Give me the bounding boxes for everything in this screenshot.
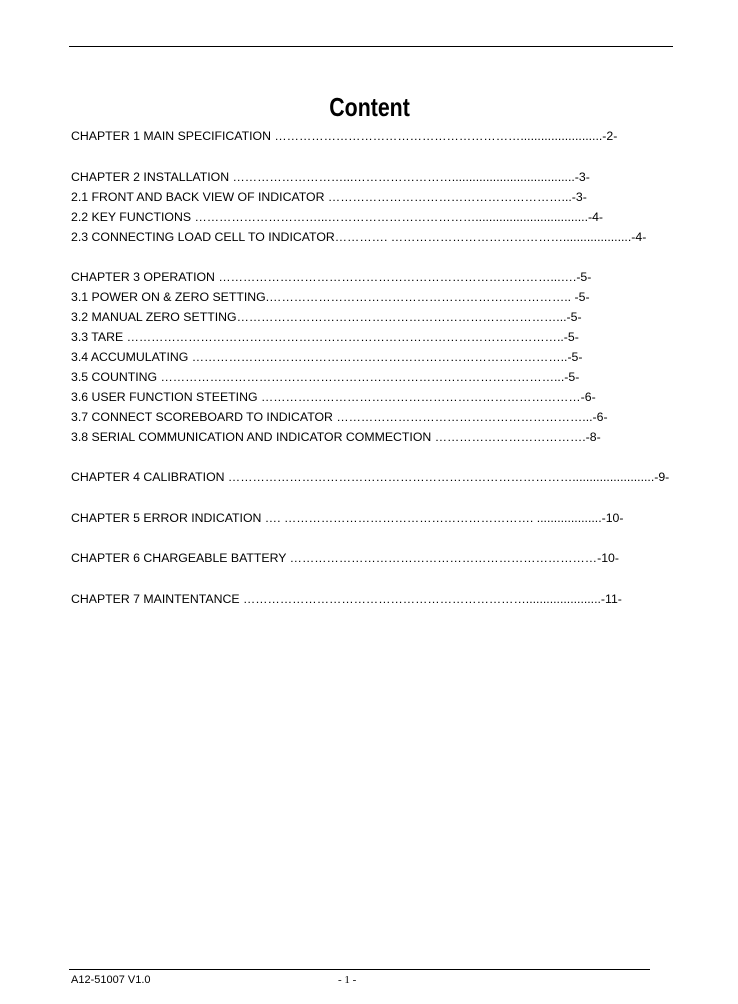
toc-entry-3-7[interactable]: 3.7 CONNECT SCOREBOARD TO INDICATOR ……………………………………………………...-6- — [71, 410, 608, 424]
toc-entry-chapter-1[interactable]: CHAPTER 1 MAIN SPECIFICATION ……………………………………………………........................-2- — [71, 129, 618, 143]
toc-entry-3-3[interactable]: 3.3 TARE ……………………………………………………………………………………………..-5- — [71, 330, 579, 344]
page-title: Content — [329, 92, 410, 122]
toc-entry-3-6[interactable]: 3.6 USER FUNCTION STEETING ……………………………………………………………………-6- — [71, 390, 596, 404]
toc-entry-chapter-6[interactable]: CHAPTER 6 CHARGEABLE BATTERY …………………………………………………………………-10- — [71, 551, 619, 565]
toc-entry-3-8[interactable]: 3.8 SERIAL COMMUNICATION AND INDICATOR COMMECTION ……………………………….-8- — [71, 430, 601, 444]
toc-entry-3-1[interactable]: 3.1 POWER ON & ZERO SETTING.……………………………………………………………….. -5- — [71, 290, 590, 304]
toc-entry-2-2[interactable]: 2.2 KEY FUNCTIONS …………………………...……………………………….................................-4- — [71, 210, 604, 224]
toc-entry-chapter-2[interactable]: CHAPTER 2 INSTALLATION ………………………...……………………....................................-3- — [71, 170, 590, 184]
toc-entry-chapter-3[interactable]: CHAPTER 3 OPERATION ………………………………………………………………………...….-5- — [71, 270, 592, 284]
document-id: A12-51007 V1.0 — [71, 974, 151, 986]
toc-entry-chapter-4[interactable]: CHAPTER 4 CALIBRATION …………………………………………………………………………........................-9- — [71, 470, 670, 484]
toc-entry-chapter-7[interactable]: CHAPTER 7 MAINTENTANCE ……………………………………………………………......................-11- — [71, 592, 622, 606]
toc-entry-3-2[interactable]: 3.2 MANUAL ZERO SETTING……………………………………………………………………...-5- — [71, 310, 582, 324]
page-number: - 1 - — [338, 974, 357, 986]
toc-entry-chapter-5[interactable]: CHAPTER 5 ERROR INDICATION …. ……………………………………………………. ...................-10- — [71, 511, 624, 525]
toc-entry-3-4[interactable]: 3.4 ACCUMULATING ………………………………………………………………………………..-5- — [71, 350, 583, 364]
table-of-contents — [71, 0, 671, 1004]
footer-rule — [69, 969, 650, 970]
toc-entry-3-5[interactable]: 3.5 COUNTING ……………………………………………………………………………………...-5- — [71, 370, 580, 384]
toc-entry-2-3[interactable]: 2.3 CONNECTING LOAD CELL TO INDICATOR…………. ……………………………………....................-4- — [71, 230, 647, 244]
toc-entry-2-1[interactable]: 2.1 FRONT AND BACK VIEW OF INDICATOR …………………………………………………...-3- — [71, 190, 587, 204]
